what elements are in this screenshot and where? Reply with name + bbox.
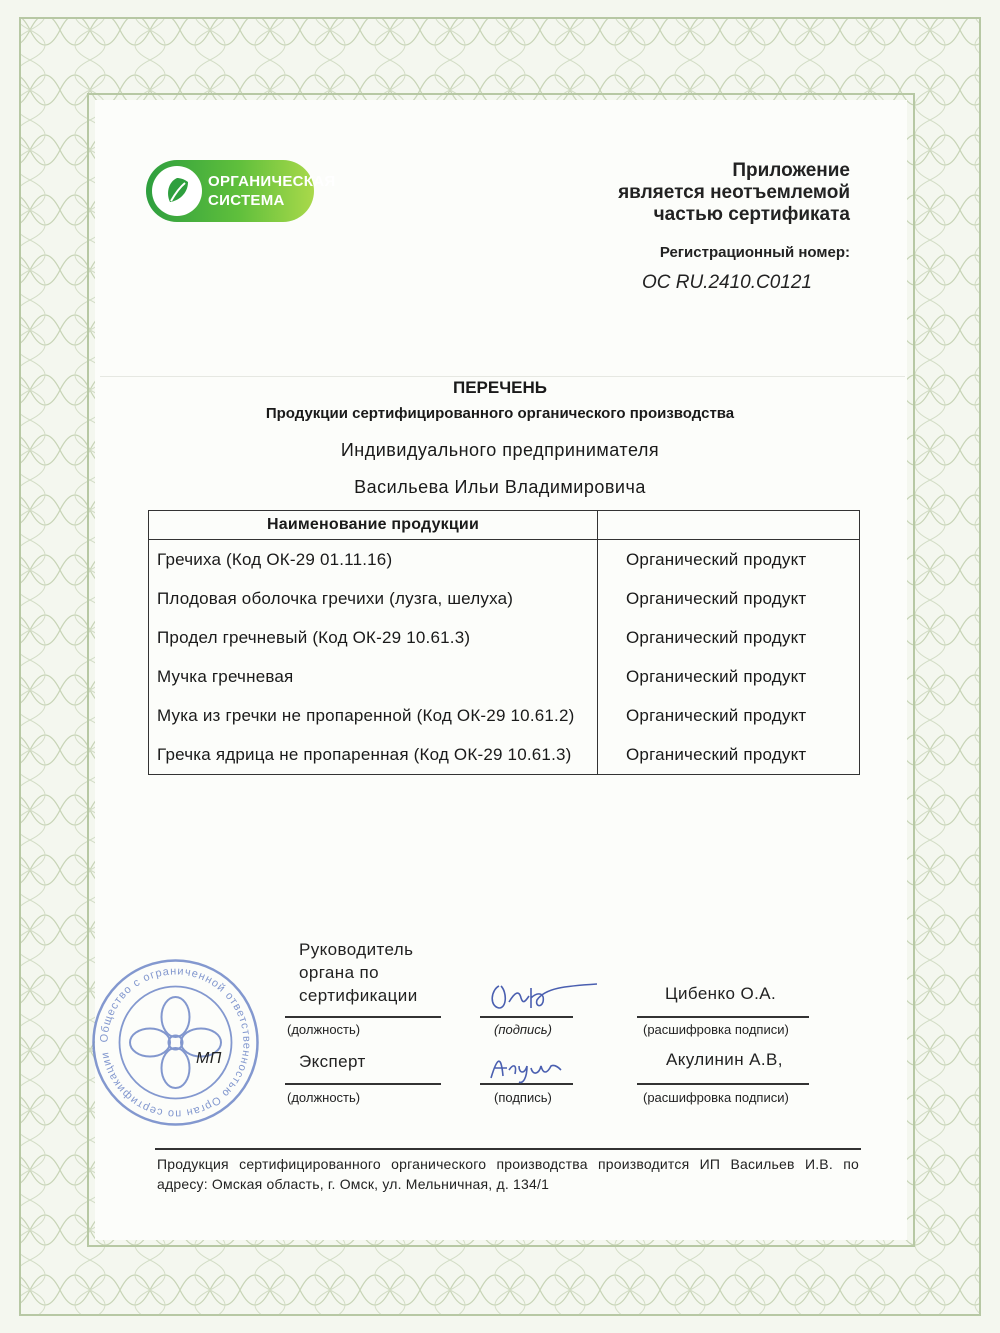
- appendix-line-1: Приложение: [732, 160, 850, 181]
- logo-line-1: ОРГАНИЧЕСКАЯ: [208, 173, 336, 190]
- expert-name: Акулинин А.В,: [666, 1050, 783, 1069]
- svg-text:Общество с ограниченной ответс: [98, 965, 252, 1119]
- registration-number: ОС RU.2410.С0121: [641, 272, 812, 293]
- decoding-line: [637, 1016, 809, 1018]
- owner-line-2: Васильева Ильи Владимировича: [354, 477, 646, 497]
- product-name: Плодовая оболочка гречихи (лузга, шелуха): [149, 579, 598, 618]
- product-name: Гречиха (Код ОК-29 01.11.16): [149, 540, 598, 580]
- divider: [100, 376, 905, 377]
- caption-position: (должность): [287, 1090, 361, 1105]
- logo-line-2: СИСТЕМА: [208, 192, 285, 209]
- product-name: Продел гречневый (Код ОК-29 10.61.3): [149, 618, 598, 657]
- appendix-line-2: является неотъемлемой: [618, 182, 850, 203]
- appendix-line-3: частью сертификата: [653, 204, 850, 225]
- head-position-line-2: органа по: [299, 963, 380, 982]
- products-table: [148, 510, 860, 775]
- production-address-note: Продукция сертифицированного органического производства производится ИП Васильев И.В. по адресу: Омская область, г. Омск, ул. Мельничная, д. 134/1: [157, 1156, 859, 1192]
- head-position-line-1: Руководитель: [299, 940, 414, 959]
- document-subheading: Продукции сертифицированного органического производства: [265, 405, 735, 422]
- product-status: Органический продукт: [598, 540, 860, 580]
- caption-position: (должность): [287, 1022, 361, 1037]
- position-line: [285, 1083, 441, 1085]
- expert-handwritten-signature: [487, 1048, 567, 1086]
- head-position-line-3: сертификации: [299, 986, 418, 1005]
- table-row: [149, 618, 860, 657]
- table-header-row: [149, 511, 860, 540]
- certification-seal: [88, 955, 263, 1130]
- owner-line-1: Индивидуального предпринимателя: [340, 440, 660, 460]
- seal-text: Общество с ограниченной ответственностью Орган по сертификации: [98, 965, 253, 1120]
- leaf-icon: [152, 166, 202, 216]
- head-name: Цибенко О.А.: [665, 984, 777, 1003]
- table-row: [149, 657, 860, 696]
- product-name: Мука из гречки не пропаренной (Код ОК-29 10.61.2): [149, 696, 598, 735]
- caption-signature: (подпись): [494, 1090, 552, 1105]
- decoding-line: [637, 1083, 809, 1085]
- product-status: Органический продукт: [598, 618, 860, 657]
- column-header-name: Наименование продукции: [149, 511, 598, 540]
- product-status: Органический продукт: [598, 579, 860, 618]
- table-row: [149, 735, 860, 775]
- product-status: Органический продукт: [598, 696, 860, 735]
- table-row: [149, 579, 860, 618]
- appendix-note: [618, 160, 850, 226]
- registration-label: Регистрационный номер:: [659, 244, 850, 261]
- position-line: [285, 1016, 441, 1018]
- product-name: Мучка гречневая: [149, 657, 598, 696]
- product-name: Гречка ядрица не пропаренная (Код ОК-29 10.61.3): [149, 735, 598, 775]
- caption-decoding: (расшифровка подписи): [643, 1022, 789, 1037]
- table-row: [149, 540, 860, 580]
- table-row: [149, 696, 860, 735]
- column-header-status: [598, 511, 860, 540]
- document-heading: ПЕРЕЧЕНЬ: [452, 378, 547, 397]
- logo-text: [208, 172, 335, 210]
- product-status: Органический продукт: [598, 657, 860, 696]
- stamp-mark: МП: [196, 1050, 222, 1067]
- footer-divider: [155, 1148, 861, 1150]
- organic-system-logo: [146, 160, 336, 222]
- head-position: [299, 938, 418, 1007]
- head-handwritten-signature: [485, 978, 605, 1018]
- caption-decoding: (расшифровка подписи): [643, 1090, 789, 1105]
- expert-position: Эксперт: [299, 1052, 366, 1071]
- caption-signature: (подпись): [494, 1022, 552, 1037]
- product-status: Органический продукт: [598, 735, 860, 775]
